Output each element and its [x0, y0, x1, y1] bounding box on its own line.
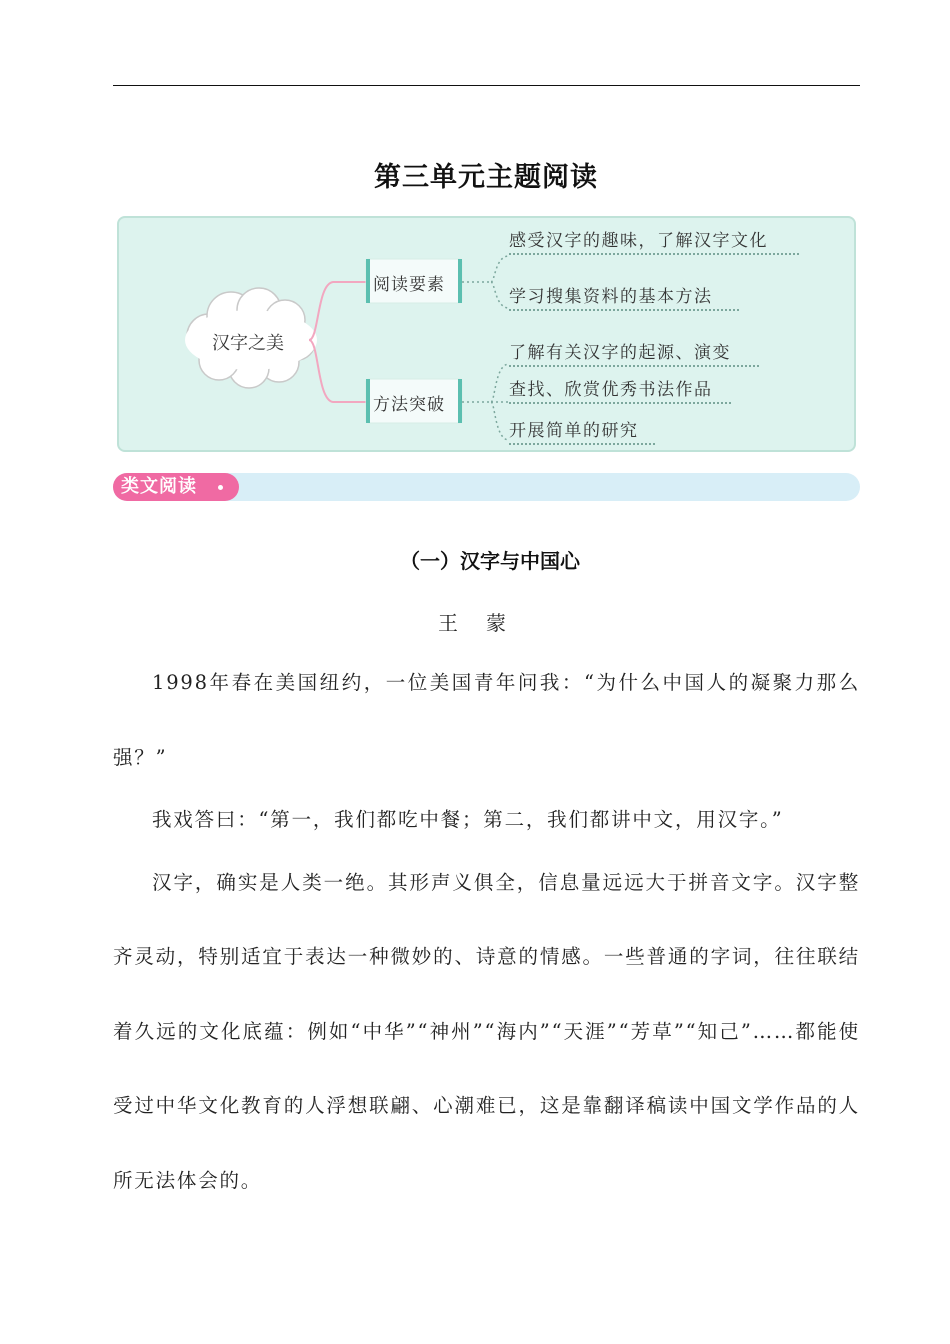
page-title: 第三单元主题阅读 — [374, 162, 598, 193]
leaf-item: 感受汉字的趣味，了解汉字文化 — [509, 226, 799, 255]
header-rule — [113, 85, 860, 86]
leaf-item: 开展简单的研究 — [509, 416, 655, 445]
leaf-connectors — [462, 256, 509, 440]
article-title: （一）汉字与中国心 — [400, 549, 580, 573]
paragraph: 我戏答曰：“第一，我们都吃中餐；第二，我们都讲中文，用汉字。” — [152, 808, 784, 831]
paragraph: 汉字，确实是人类一绝。其形声义俱全，信息量远远大于拼音文字。汉字整齐灵动，特别适宜于表达一种微妙的、诗意的情感。一些普通的字词，往往联结着久远的文化底蕴：例如“中华”“神州”“海内”“天涯”“芳草”“知己”……都能使受过中华文化教育的人浮想联翩、心潮难已，这是靠翻译稿读中国文学作品的人所无法体会的。 — [113, 870, 860, 1192]
branch-label-method-breakthrough: 方法突破 — [373, 395, 445, 415]
article-author: 王蒙 — [438, 611, 534, 635]
leaf-item: 查找、欣赏优秀书法作品 — [509, 375, 731, 404]
mind-map-center: 汉字之美 — [212, 333, 284, 354]
leaf-item: 学习搜集资料的基本方法 — [509, 282, 739, 311]
mind-map — [117, 216, 856, 452]
leaf-item: 了解有关汉字的起源、演变 — [509, 338, 759, 367]
paragraph: 1998年春在美国纽约，一位美国青年问我：“为什么中国人的凝聚力那么强？” — [113, 671, 860, 769]
branch-label-reading-elements: 阅读要素 — [373, 275, 445, 295]
section-tag-dot — [218, 485, 223, 490]
section-tag: 类文阅读 — [113, 473, 239, 501]
branch-connectors — [309, 282, 366, 402]
article-body — [113, 646, 860, 1218]
